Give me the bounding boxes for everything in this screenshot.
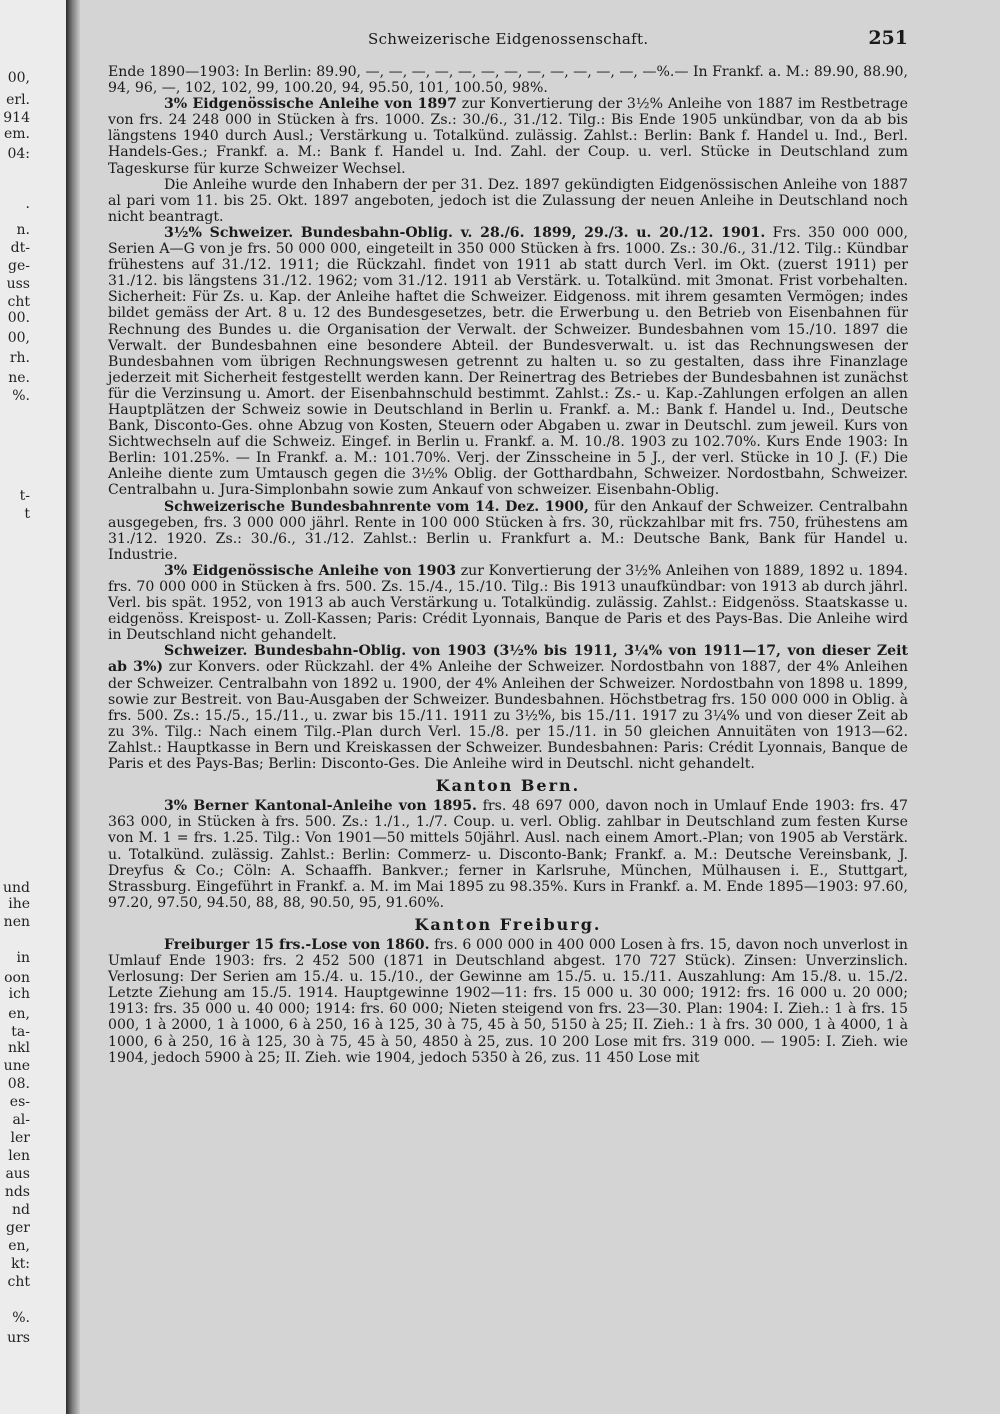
margin-fragment: ger: [6, 1220, 30, 1236]
margin-fragment: 00,: [7, 330, 30, 346]
paragraph-p03: [108, 177, 908, 225]
margin-fragment: len: [8, 1148, 30, 1164]
running-header: [108, 27, 908, 64]
paragraph-p06: [108, 563, 908, 643]
paragraph-p05: [108, 499, 908, 563]
page-number: 251: [868, 27, 908, 49]
paragraph-text: zur Konvertierung der 3½% Anleihe von 1887 im Restbetrage von frs. 24 248 000 in Stücken à frs. 1000. Zs.: 30./6., 31./12. Tilg.: Bis Ende 1905 unkündbar, von da ab bis längstens 1940 durch Ausl.; Verstärkung u. Totalkünd. zulässig. Zahlst.: Berlin: Bank f. Handel u. Ind., Berl. Handels-Ges.; Frankf. a. M.: Bank f. Handel u. Ind. Zahl. der Coup. u. verl. Stücke in Deutschland zum Tageskurse für kurze Schweizer Wechsel.: [108, 96, 908, 177]
paragraph-p07: [108, 643, 908, 772]
margin-fragment: cht: [7, 294, 30, 310]
paragraph-text: für den Ankauf der Schweizer. Centralbahn ausgegeben, frs. 3 000 000 jährl. Rente in 100 000 Stücken à frs. 30, rückzahlbar mit frs. 750, frühestens am 31./12. 1920. Zs.: 30./6., 31./12. Zahlst.: Berlin u. Frankfurt a. M.: Deutsche Bank, Bank für Handel u. Industrie.: [108, 498, 909, 563]
bond-title: Freiburger 15 frs.-Lose von 1860.: [164, 936, 430, 953]
margin-fragment: in: [16, 950, 30, 966]
bond-title: 3½% Schweizer. Bundesbahn-Oblig. v. 28./6. 1899, 29./3. u. 20./12. 1901.: [164, 224, 766, 241]
margin-fragment: %.: [12, 388, 30, 404]
paragraph-text: frs. 6 000 000 in 400 000 Losen à frs. 15, davon noch unverlost in Umlauf Ende 1903: frs. 2 452 500 (1871 in Deutschland abgest. 170 727 Stück). Zinsen: Unverzinslich. Verlosung: Der Serien am 15./4. u. 15./10., der Gewinne am 15./5. u. 15./11. Auszahlung: Am 15./8. u. 15./2. Letzte Ziehung am 15./5. 1914. Hauptgewinne 1902—11: frs. 15 000 u. 30 000; 1912: frs. 16 000 u. 20 000; 1913: frs. 35 000 u. 40 000; 1914: frs. 60 000; Nieten steigend von frs. 23—30. Plan: 1904: I. Zieh.: 1 à frs. 15 000, 1 à 2000, 1 à 1000, 6 à 250, 16 à 125, 30 à 75, 45 à 50, 5150 à 25; II. Zieh.: 1 à frs. 30 000, 1 à 4000, 1 à 1000, 6 à 250, 16 à 125, 30 à 75, 45 à 50, 4850 à 25, zus. 10 200 Lose mit frs. 319 000. — 1905: I. Zieh. wie 1904, jedoch 5900 à 25; II. Zieh. wie 1904, jedoch 5350 à 26, zus. 11 450 Lose mit: [108, 936, 908, 1066]
running-header-title: Schweizerische Eidgenossenschaft.: [368, 30, 649, 48]
paragraph-text: zur Konvertierung der 3½% Anleihen von 1889, 1892 u. 1894. frs. 70 000 000 in Stücken à frs. 500. Zs. 15./4., 15./10. Tilg.: Bis 1913 unaufkündbar: von 1913 ab durch jährl. Verl. bis spät. 1952, von 1913 ab auch Verstärkung u. Totalkündig. zulässig. Zahlst.: Eidgenöss. Staatskasse u. eidgenöss. Kreispost- u. Zoll-Kassen; Paris: Crédit Lyonnais, Banque de Paris et des Pays-Bas. Die Anleihe wird in Deutschland nicht gehandelt.: [108, 562, 908, 644]
margin-fragment: aus: [5, 1166, 30, 1182]
margin-fragment: kt:: [11, 1256, 30, 1272]
bond-title: 3% Eidgenössische Anleihe von 1903: [164, 562, 457, 579]
margin-fragment: und: [3, 880, 30, 896]
bond-title: Schweizerische Bundesbahnrente vom 14. Dez. 1900,: [164, 498, 589, 515]
margin-fragment: 00,: [7, 70, 30, 86]
margin-fragment: ne.: [8, 370, 30, 386]
bond-title: 3% Berner Kantonal-Anleihe von 1895.: [164, 798, 477, 815]
margin-fragment: nd: [12, 1202, 30, 1218]
margin-fragment: ler: [10, 1130, 30, 1146]
previous-page-margin: [0, 0, 72, 1414]
bond-title: 3% Eidgenössische Anleihe von 1897: [164, 96, 457, 113]
margin-fragment: es-: [9, 1094, 30, 1110]
margin-fragment: nkl: [8, 1040, 30, 1056]
margin-fragment: en,: [8, 1006, 30, 1022]
paragraph-text: Frs. 350 000 000, Serien A—G von je frs. 50 000 000, eingeteilt in 350 000 Stücken à frs. 1000. Zs.: 30./6., 31./12. Tilg.: Kündbar frühestens auf 31./12. 1911; die Rückzahl. findet von 1911 ab statt durch Verl. im Okt. (zuerst 1911) per 31./12. bis längstens 31./12. 1962; vom 31./12. 1911 ab Verstärk. u. Totalkünd. mit 3monat. Frist vorbehalten. Sicherheit: Für Zs. u. Kap. der Anleihe haftet die Schweizer. Eidgenoss. mit ihrem gesamten Vermögen; indes bildet gemäss der Art. 8 u. 12 des Bundesgesetzes, betr. die Erwerbung u. den Betrieb von Eisenbahnen für Rechnung des Bundes u. die Organisation der Verwalt. der Schweizer. Bundesbahnen vom 15./10. 1897 die Verwalt. der Bundesbahnen eine besondere Abteil. der Bundesverwalt. u. ist das Rechnungswesen der Bundesbahnen vom übrigen Rechnungswesen getrennt zu halten u. so zu gestalten, dass ihre Finanzlage jederzeit mit Sicherheit festgestellt werden kann. Der Reinertrag des Betriebes der Bundesbahnen ist zunächst für die Verzinsung u. Amort. der Eisenbahnschuld bestimmt. Zahlst.: Zs.- u. Kap.-Zahlungen erfolgen an allen Hauptplätzen der Schweiz sowie in Deutschland in Berlin u. Frankf. a. M.: Bank f. Handel u. Ind., Deutsche Bank, Disconto-Ges. ohne Abzug von Kosten, Steuern oder Abgaben u. zwar in Deutschl. zum jeweil. Kurs von Sichtwechseln auf die Schweiz. Eingef. in Berlin u. Frankf. a. M. 10./8. 1903 zu 102.70%. Kurs Ende 1903: In Berlin: 101.25%. — In Frankf. a. M.: 101.70%. Verj. der Zinsscheine in 5 J., der verl. Stücke in 10 J. (F.) Die Anleihe diente zum Umtausch gegen die 3½% Oblig. der Gotthardbahn, Schweizer. Nordostbahn, Schweizer. Centralbahn u. Jura-Simplonbahn sowie zum Ankauf von schweizer. Eisenbahn-Oblig.: [108, 224, 908, 499]
margin-fragment: dt-: [10, 240, 30, 256]
paragraph-p09: [108, 937, 908, 1066]
paragraph-text: zur Konvers. oder Rückzahl. der 4% Anleihe der Schweizer. Nordostbahn von 1887, der 4% Anleihen der Schweizer. Centralbahn von 1892 u. 1900, der 4% Anleihen der Schweizer. Nordostbahn von 1898 u. 1899, sowie zur Bestreit. von Bau-Ausgaben der Schweizer. Bundesbahnen. Höchstbetrag frs. 150 000 000 in Oblig. à frs. 500. Zs.: 15./5., 15./11., u. zwar bis 15./11. 1911 zu 3½%, bis 15./11. 1917 zu 3¼% und von dieser Zeit ab zu 3%. Tilg.: Nach einem Tilg.-Plan durch Verl. 15./8. per 15./11. in 50 gleichen Annuitäten von 1913—62. Zahlst.: Hauptkasse in Bern und Kreiskassen der Schweizer. Bundesbahnen: Paris: Crédit Lyonnais, Banque de Paris et des Pays-Bas; Berlin: Disconto-Ges. Die Anleihe wird in Deutschl. nicht gehandelt.: [108, 659, 908, 773]
margin-fragment: rh.: [9, 350, 30, 366]
margin-fragment: em.: [3, 126, 30, 142]
paragraph-p04: [108, 225, 908, 499]
bond-title: Schweizer. Bundesbahn-Oblig. von 1903 (3½% bis 1911, 3¼% von 1911—17, von dieser Zeit ab 3%): [108, 643, 908, 676]
margin-fragment: al-: [12, 1112, 30, 1128]
paragraph-p01: [108, 64, 908, 96]
book-gutter: [66, 0, 80, 1414]
article-content: [108, 64, 908, 1066]
margin-fragment: 00.: [7, 310, 30, 326]
margin-fragment: t-: [19, 488, 30, 504]
margin-fragment: une: [3, 1058, 30, 1074]
margin-fragment: nen: [3, 914, 30, 930]
margin-fragment: n.: [16, 222, 30, 238]
margin-fragment: 914: [3, 110, 30, 126]
margin-fragment: ihe: [8, 896, 30, 912]
margin-fragment: ich: [8, 986, 30, 1002]
canton-heading: Kanton Bern.: [435, 776, 581, 796]
margin-fragment: ge-: [8, 258, 30, 274]
paragraph-text: frs. 48 697 000, davon noch in Umlauf Ende 1903: frs. 47 363 000, in Stücken à frs. 500. Zs.: 1./1., 1./7. Coup. u. verl. Oblig. zahlbar in Deutschland zum festen Kurse von M. 1 = frs. 1.25. Tilg.: Von 1901—50 mittels 50jährl. Ausl. nach einem Amort.-Plan; von 1905 ab Verstärk. u. Totalkünd. zulässig. Zahlst.: Berlin: Commerz- u. Disconto-Bank; Frankf. a. M.: Deutsche Vereinsbank, J. Dreyfus & Co.; Cöln: A. Schaaffh. Bankver.; ferner in Karlsruhe, München, Mülhausen i. E., Stuttgart, Strassburg. Eingeführt in Frankf. a. M. im Mai 1895 zu 98.35%. Kurs in Frankf. a. M. Ende 1895—1903: 97.60, 97.20, 97.50, 94.50, 88, 88, 90.50, 95, 91.60%.: [108, 798, 908, 911]
margin-fragment: 04:: [7, 146, 30, 162]
margin-fragment: ·: [25, 200, 30, 216]
margin-fragment: ta-: [11, 1024, 30, 1040]
margin-fragment: urs: [7, 1330, 30, 1346]
paragraph-text: Die Anleihe wurde den Inhabern der per 31. Dez. 1897 gekündigten Eidgenössischen Anleihe von 1887 al pari vom 11. bis 25. Okt. 1897 angeboten, jedoch ist die Zulassung der neuen Anleihe in Deutschland noch nicht beantragt.: [108, 176, 908, 225]
paragraph-p02: [108, 96, 908, 176]
margin-fragment: cht: [7, 1274, 30, 1290]
margin-fragment: oon: [4, 970, 30, 986]
margin-fragment: 08.: [7, 1076, 30, 1092]
canton-heading: Kanton Freiburg.: [414, 914, 602, 934]
margin-fragment: t: [24, 506, 30, 522]
paragraph-p08: [108, 798, 908, 911]
margin-fragment: nds: [4, 1184, 30, 1200]
margin-fragment: uss: [6, 276, 30, 292]
paragraph-text: Ende 1890—1903: In Berlin: 89.90, —, —, —, —, —, —, —, —, —, —, —, —, —%.— In Frankf. a. M.: 89.90, 88.90, 94, 96, —, 102, 102, 99, 100.20, 94, 95.50, 101, 100.50, 98%.: [108, 64, 908, 97]
margin-fragment: %.: [12, 1310, 30, 1326]
margin-fragment: en,: [8, 1238, 30, 1254]
margin-fragment: erl.: [6, 92, 30, 108]
page-body: [108, 27, 909, 1066]
